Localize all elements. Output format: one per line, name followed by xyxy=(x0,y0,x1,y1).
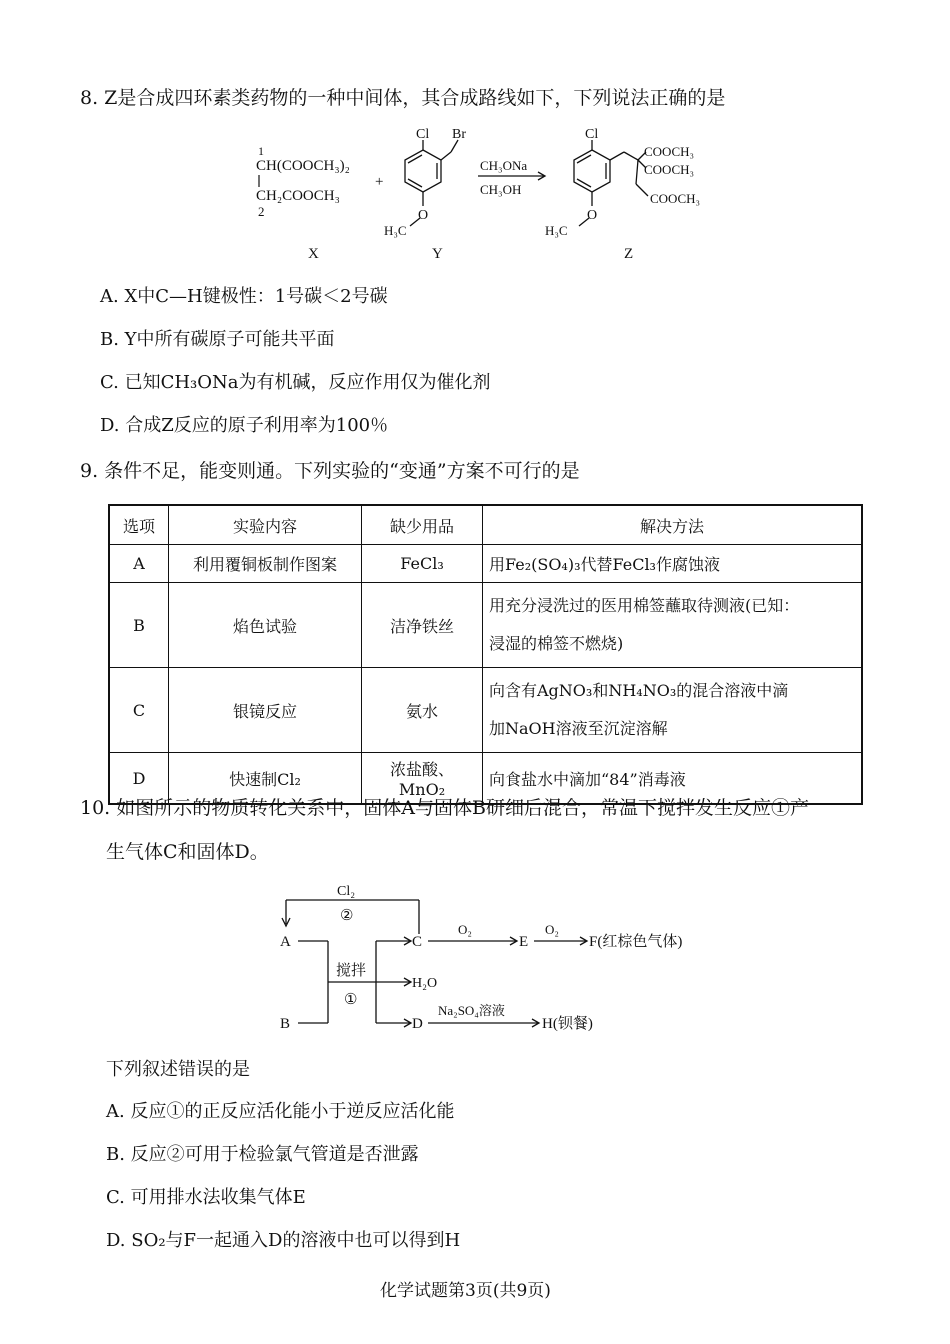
z-o: O xyxy=(587,208,598,223)
solution-line: 向含有AgNO₃和NH₄NO₃的混合溶液中滴 xyxy=(489,681,789,700)
q10-option-a: A. 反应①的正反应活化能小于逆反应活化能 xyxy=(106,1101,455,1122)
solution-line: 用Fe₂(SO₄)₃代替FeCl₃作腐蚀液 xyxy=(489,555,720,574)
node-h2o: H₂O xyxy=(412,976,438,991)
stir-label: 搅拌 xyxy=(336,963,367,979)
x-label-1: 1 xyxy=(258,144,264,158)
table-cell-missing: 洁净铁丝 xyxy=(362,583,483,668)
plus-sign: + xyxy=(375,174,384,190)
table-header: 选项 xyxy=(109,505,169,545)
q8-synthesis-scheme xyxy=(240,122,740,267)
table-header: 缺少用品 xyxy=(362,505,483,545)
node-h: H(钡餐) xyxy=(542,1016,593,1032)
table-row xyxy=(109,583,862,668)
q10-option-c: C. 可用排水法收集气体E xyxy=(106,1187,306,1208)
table-header: 解决方法 xyxy=(483,505,863,545)
table-cell-option: D xyxy=(109,753,169,805)
table-cell-missing: 浓盐酸、MnO₂ xyxy=(362,753,483,805)
q10-option-d: D. SO₂与F一起通入D的溶液中也可以得到H xyxy=(106,1230,461,1251)
node-e: E xyxy=(519,934,529,950)
circle-2-label: ② xyxy=(340,908,354,924)
x-label-2: 2 xyxy=(258,204,265,219)
table-row xyxy=(109,668,862,753)
z-cooch3-3: COOCH₃ xyxy=(650,191,701,206)
na2so4-label: Na₂SO₄溶液 xyxy=(438,1003,505,1018)
q8-option-b: B. Y中所有碳原子可能共平面 xyxy=(100,329,335,350)
x-line-ch: CH(COOCH₃)₂ xyxy=(256,158,350,174)
y-structure xyxy=(405,140,458,226)
solution-line: 用充分浸洗过的医用棉签蘸取待测液(已知： xyxy=(489,596,800,615)
cl2-label: Cl₂ xyxy=(337,884,356,899)
q10-transformation-diagram xyxy=(270,878,740,1038)
table-cell-missing: 氨水 xyxy=(362,668,483,753)
node-c: C xyxy=(412,934,423,950)
table-cell-solution xyxy=(483,545,863,583)
table-header-row xyxy=(109,505,862,545)
table-cell-solution xyxy=(483,583,863,668)
solution-line: 浸湿的棉签不燃烧) xyxy=(489,634,624,653)
q8-stem: 8. Z是合成四环素类药物的一种中间体，其合成路线如下，下列说法正确的是 xyxy=(80,87,726,109)
y-h3c: H₃C xyxy=(384,223,407,238)
label-z: Z xyxy=(624,246,634,262)
table-cell-solution xyxy=(483,668,863,753)
page-footer: 化学试题第3页(共9页) xyxy=(380,1281,551,1301)
q8-option-c: C. 已知CH₃ONa为有机碱，反应作用仅为催化剂 xyxy=(100,372,491,393)
node-d: D xyxy=(412,1016,423,1032)
q10-stem-line2: 生气体C和固体D。 xyxy=(106,841,269,863)
table-header: 实验内容 xyxy=(169,505,362,545)
table-cell-option: C xyxy=(109,668,169,753)
table-cell-content: 利用覆铜板制作图案 xyxy=(169,545,362,583)
table-cell-option: A xyxy=(109,545,169,583)
x-line-ch2: CH₂COOCH₃ xyxy=(256,188,340,204)
z-cooch3-1: COOCH₃ xyxy=(644,144,695,159)
table-cell-content: 快速制Cl₂ xyxy=(169,753,362,805)
y-o: O xyxy=(418,208,429,223)
z-cooch3-2: COOCH₃ xyxy=(644,162,695,177)
table-cell-content: 银镜反应 xyxy=(169,668,362,753)
q9-table xyxy=(108,504,863,805)
label-y: Y xyxy=(432,246,443,262)
q10-option-b: B. 反应②可用于检验氯气管道是否泄露 xyxy=(106,1144,419,1165)
o2-label-2: O₂ xyxy=(545,922,559,937)
z-cl: Cl xyxy=(585,127,599,142)
node-f: F(红棕色气体) xyxy=(589,934,683,950)
reagent-top: CH₃ONa xyxy=(480,158,528,173)
q8-option-d: D. 合成Z反应的原子利用率为100％ xyxy=(100,415,389,436)
y-br: Br xyxy=(452,127,466,142)
q9-stem: 9. 条件不足，能变则通。下列实验的“变通”方案不可行的是 xyxy=(80,460,580,482)
table-row xyxy=(109,545,862,583)
solution-line: 向食盐水中滴加“84”消毒液 xyxy=(489,769,686,789)
reagent-bottom: CH₃OH xyxy=(480,182,522,197)
y-cl: Cl xyxy=(416,127,430,142)
q10-stem-line1: 10. 如图所示的物质转化关系中，固体A与固体B研细后混合，常温下搅拌发生反应①产 xyxy=(80,797,809,819)
label-x: X xyxy=(308,246,319,262)
z-h3c: H₃C xyxy=(545,223,568,238)
q10-prompt: 下列叙述错误的是 xyxy=(106,1059,250,1080)
table-cell-option: B xyxy=(109,583,169,668)
o2-label-1: O₂ xyxy=(458,922,472,937)
q8-option-a: A. X中C—H键极性：1号碳＜2号碳 xyxy=(100,286,388,307)
table-cell-missing: FeCl₃ xyxy=(362,545,483,583)
table-cell-content: 焰色试验 xyxy=(169,583,362,668)
circle-1-label: ① xyxy=(344,992,358,1008)
solution-line: 加NaOH溶液至沉淀溶解 xyxy=(489,719,668,738)
node-b: B xyxy=(280,1016,291,1032)
z-structure xyxy=(574,140,648,226)
node-a: A xyxy=(280,934,291,950)
